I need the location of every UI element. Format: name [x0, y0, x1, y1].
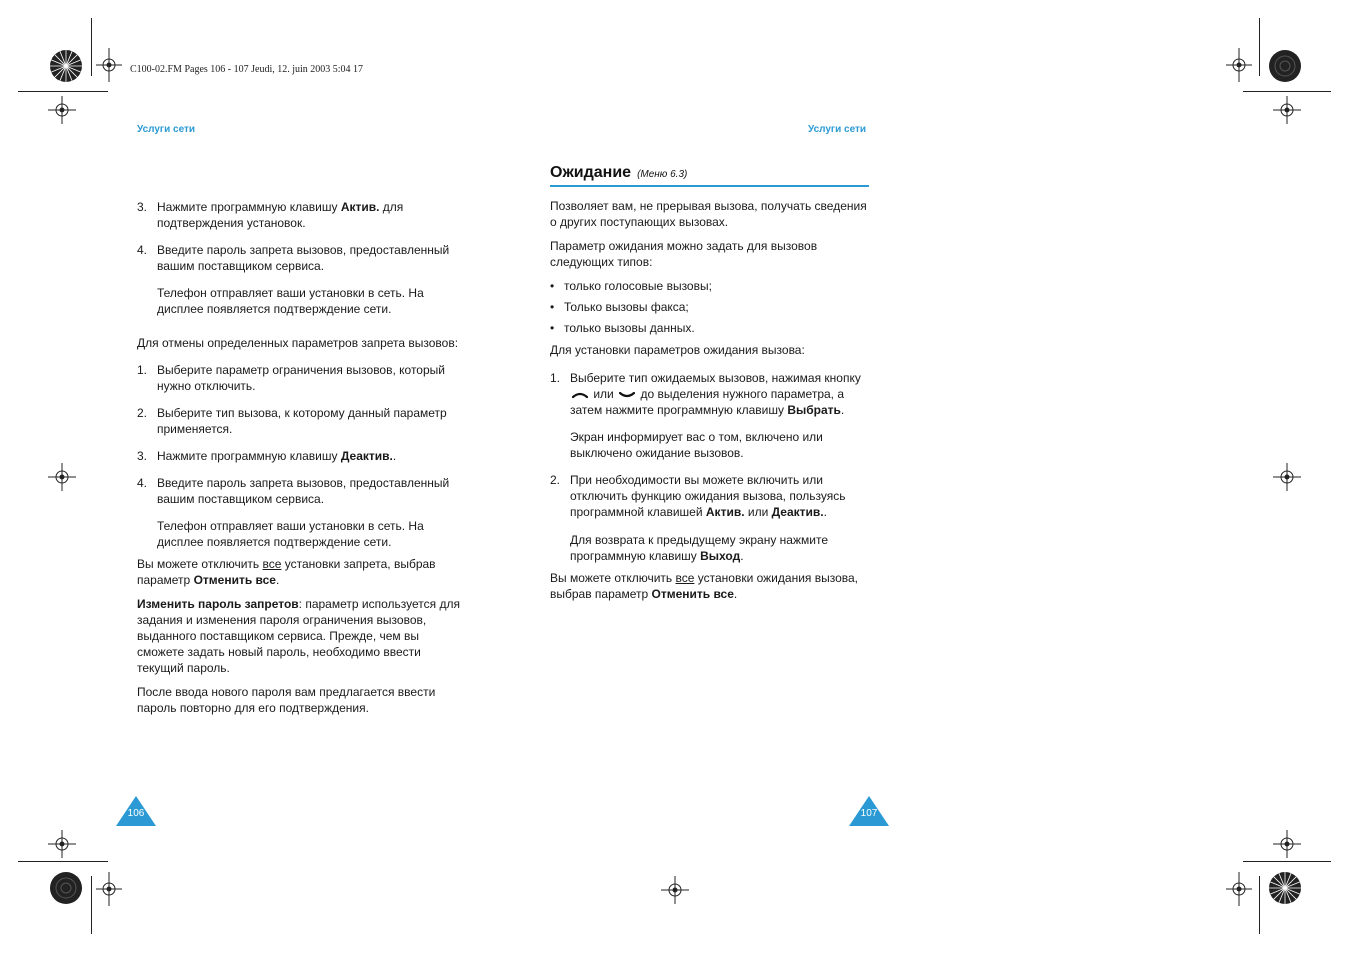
- crosshair-icon: [661, 876, 689, 904]
- crosshair-icon: [1226, 48, 1252, 82]
- crop-line: [18, 861, 108, 862]
- nav-down-key-icon: [619, 391, 635, 399]
- page-number-badge-right: [849, 796, 889, 826]
- section-tag-right: Услуги сети: [808, 124, 867, 135]
- crosshair-icon: [48, 830, 76, 858]
- list-item: • только голосовые вызовы;: [550, 279, 712, 293]
- page-number: 106: [127, 808, 145, 819]
- crosshair-icon: [1273, 830, 1301, 858]
- list-item: 3. Нажмите программную клавишу Деактив..: [137, 449, 397, 463]
- list-item: 3. Нажмите программную клавишу Актив. для подтверждения установок.: [137, 200, 404, 230]
- crosshair-icon: [1273, 96, 1301, 124]
- paragraph: Параметр ожидания можно задать для вызовов следующих типов:: [550, 239, 818, 269]
- crosshair-icon: [48, 463, 76, 491]
- page-number: 107: [860, 808, 878, 819]
- section-title: [550, 165, 687, 183]
- crop-line: [18, 91, 108, 92]
- crosshair-icon: [1273, 463, 1301, 491]
- paragraph: После ввода нового пароля вам предлагается ввести пароль повторно для его подтверждения.: [137, 685, 436, 715]
- list-item: 1. Выберите тип ожидаемых вызовов, нажимая кнопку или до выделения нужного параметра, а затем нажмите программную клавишу Выбрать.: [550, 371, 861, 417]
- crop-line: [1243, 861, 1331, 862]
- list-item: • Только вызовы факса;: [550, 300, 689, 314]
- crosshair-icon: [48, 96, 76, 124]
- paragraph: Изменить пароль запретов: параметр используется для задания и изменения пароля ограничения вызовов, выданного поставщиком сервиса. Прежде, чем вы сможете задать новый пароль, необходимо ввести текущий пароль.: [137, 597, 460, 675]
- file-meta-header: C100-02.FM Pages 106 - 107 Jeudi, 12. juin 2003 5:04 17: [130, 64, 364, 75]
- page-title: Ожидание: [550, 164, 632, 181]
- list-item: • только вызовы данных.: [550, 321, 695, 335]
- crop-line: [1259, 18, 1260, 76]
- crop-line: [91, 18, 92, 76]
- nav-up-key-icon: [572, 391, 588, 399]
- paragraph: Вы можете отключить все установки ожидания вызова, выбрав параметр Отменить все.: [550, 571, 859, 601]
- note-paragraph: Телефон отправляет ваши установки в сеть. На дисплее появляется подтверждение сети.: [157, 286, 424, 316]
- registration-starburst-icon: [49, 49, 83, 83]
- section-tag-left: Услуги сети: [137, 124, 196, 135]
- note-paragraph: Экран информирует вас о том, включено или выключено ожидание вызовов.: [570, 430, 823, 460]
- note-paragraph: Телефон отправляет ваши установки в сеть. На дисплее появляется подтверждение сети.: [157, 519, 424, 549]
- list-item: 4. Введите пароль запрета вызовов, предоставленный вашим поставщиком сервиса.: [137, 476, 450, 506]
- crosshair-icon: [96, 48, 122, 82]
- title-underline: [550, 185, 869, 187]
- list-item: 2. При необходимости вы можете включить или отключить функцию ожидания вызова, пользуясь программной клавишей Актив. или Деактив..: [550, 473, 846, 519]
- paragraph: Для отмены определенных параметров запрета вызовов:: [137, 336, 459, 350]
- registration-starburst-icon: [1268, 49, 1302, 83]
- paragraph: Позволяет вам, не прерывая вызова, получать сведения о других поступающих вызовах.: [550, 199, 867, 229]
- paragraph: Для установки параметров ожидания вызова:: [550, 343, 805, 357]
- crosshair-icon: [1226, 872, 1252, 906]
- paragraph: Вы можете отключить все установки запрета, выбрав параметр Отменить все.: [137, 557, 436, 587]
- crop-line: [1259, 876, 1260, 934]
- registration-starburst-icon: [1268, 871, 1302, 905]
- crosshair-icon: [96, 872, 122, 906]
- note-paragraph: Для возврата к предыдущему экрану нажмите программную клавишу Выход.: [570, 533, 828, 563]
- crop-line: [91, 876, 92, 934]
- list-item: 2. Выберите тип вызова, к которому данный параметр применяется.: [137, 406, 447, 436]
- menu-reference: (Меню 6.3): [637, 169, 688, 180]
- right-page-content: [550, 198, 870, 602]
- page-number-badge-left: [116, 796, 156, 826]
- registration-starburst-icon: [49, 871, 83, 905]
- crop-line: [1243, 91, 1331, 92]
- list-item: 4. Введите пароль запрета вызовов, предоставленный вашим поставщиком сервиса.: [137, 243, 450, 273]
- left-page-content: [137, 199, 467, 716]
- list-item: 1. Выберите параметр ограничения вызовов, который нужно отключить.: [137, 363, 445, 393]
